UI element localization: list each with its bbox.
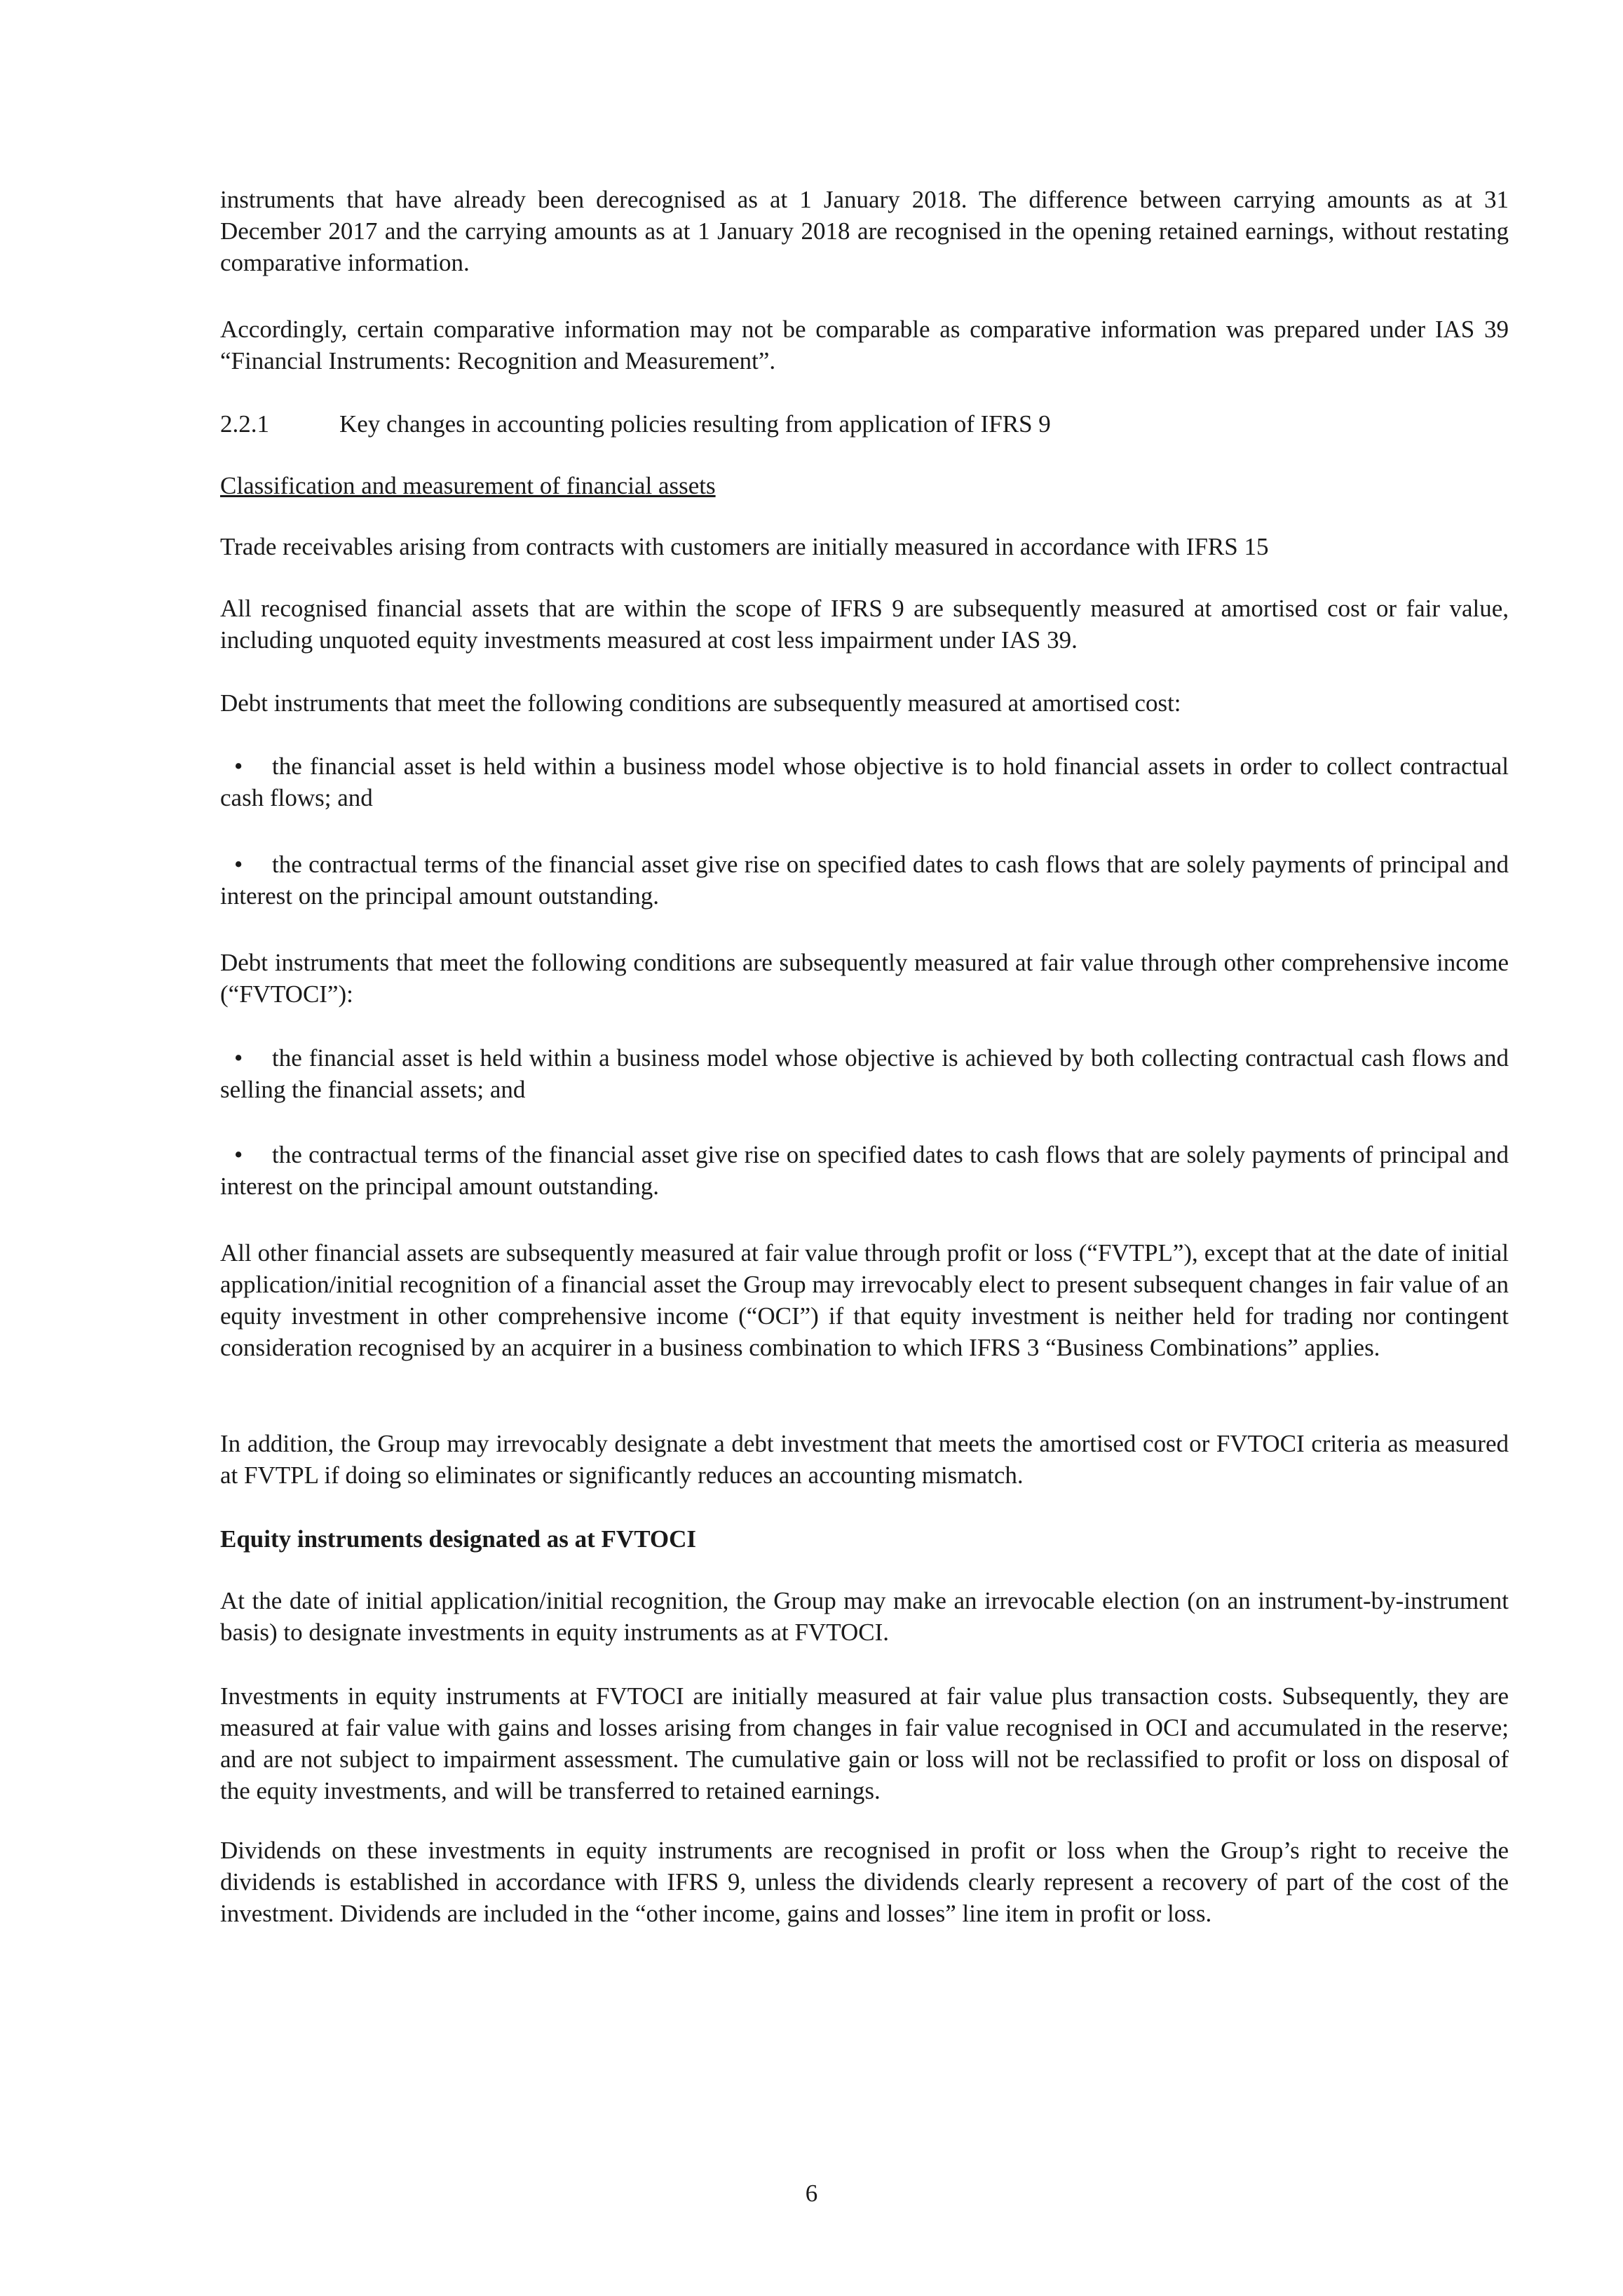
list-item-text: the financial asset is held within a business model whose objective is achieved by both collecting contractual cash flows and selling the financial assets; and [220,1044,1509,1103]
bold-heading: Equity instruments designated as at FVTOCI [220,1525,697,1553]
section-heading [220,408,1509,440]
paragraph: Accordingly, certain comparative information may not be comparable as comparative information was prepared under IAS 39 “Financial Instruments: Recognition and Measurement”. [220,316,1509,374]
subheading: Classification and measurement of financial assets [220,472,716,499]
paragraph: Dividends on these investments in equity instruments are recognised in profit or loss when the Group’s right to receive the dividends is established in accordance with IFRS 9, unless the dividends clearly represent a recovery of part of the cost of the investment. Dividends are included in the “other income, gains and losses” line item in profit or loss. [220,1837,1509,1927]
paragraph: Investments in equity instruments at FVTOCI are initially measured at fair value plus transaction costs. Subsequently, they are measured at fair value with gains and losses arising from changes in fair value recognised in OCI and accumulated in the reserve; and are not subject to impairment assessment. The cumulative gain or loss will not be reclassified to profit or loss on disposal of the equity investments, and will be transferred to retained earnings. [220,1682,1509,1804]
list-item-text: the contractual terms of the financial asset give rise on specified dates to cash flows that are solely payments of principal and interest on the principal amount outstanding. [220,851,1509,910]
list-item-text: the contractual terms of the financial asset give rise on specified dates to cash flows that are solely payments of principal and interest on the principal amount outstanding. [220,1141,1509,1200]
paragraph: Trade receivables arising from contracts with customers are initially measured in accordance with IFRS 15 [220,533,1269,560]
section-number: 2.2.1 [220,410,269,438]
paragraph: At the date of initial application/initial recognition, the Group may make an irrevocable election (on an instrument-by-instrument basis) to designate investments in equity instruments as at FVTOCI. [220,1587,1509,1646]
paragraph: Debt instruments that meet the following conditions are subsequently measured at amortised cost: [220,689,1181,717]
page-number: 6 [805,2180,818,2207]
paragraph: All other financial assets are subsequently measured at fair value through profit or loss (“FVTPL”), except that at the date of initial application/initial recognition of a financial asset the Group may irrevocably elect to present subsequent changes in fair value of an equity investment in other comprehensive income (“OCI”) if that equity investment is neither held for trading nor contingent consideration recognised by an acquirer in a business combination to which IFRS 3 “Business Combinations” applies. [220,1239,1509,1361]
list-item [220,1042,1509,1105]
bullet-icon: • [234,752,243,780]
paragraph: instruments that have already been derecognised as at 1 January 2018. The difference between carrying amounts as at 31 December 2017 and the carrying amounts as at 1 January 2018 are recognised in the opening retained earnings, without restating comparative information. [220,186,1509,276]
section-title: Key changes in accounting policies resulting from application of IFRS 9 [339,410,1051,438]
list-item [220,1139,1509,1202]
paragraph: All recognised financial assets that are within the scope of IFRS 9 are subsequently measured at amortised cost or fair value, including unquoted equity investments measured at cost less impairment under IAS 39. [220,595,1509,654]
bullet-icon: • [234,851,243,878]
list-item [220,849,1509,912]
list-item-text: the financial asset is held within a business model whose objective is to hold financial assets in order to collect contractual cash flows; and [220,752,1509,811]
paragraph: Debt instruments that meet the following conditions are subsequently measured at fair value through other comprehensive income (“FVTOCI”): [220,949,1509,1008]
bullet-icon: • [234,1044,243,1072]
paragraph: In addition, the Group may irrevocably designate a debt investment that meets the amortised cost or FVTOCI criteria as measured at FVTPL if doing so eliminates or significantly reduces an accounting mismatch. [220,1430,1509,1489]
list-item [220,750,1509,813]
bullet-icon: • [234,1141,243,1168]
